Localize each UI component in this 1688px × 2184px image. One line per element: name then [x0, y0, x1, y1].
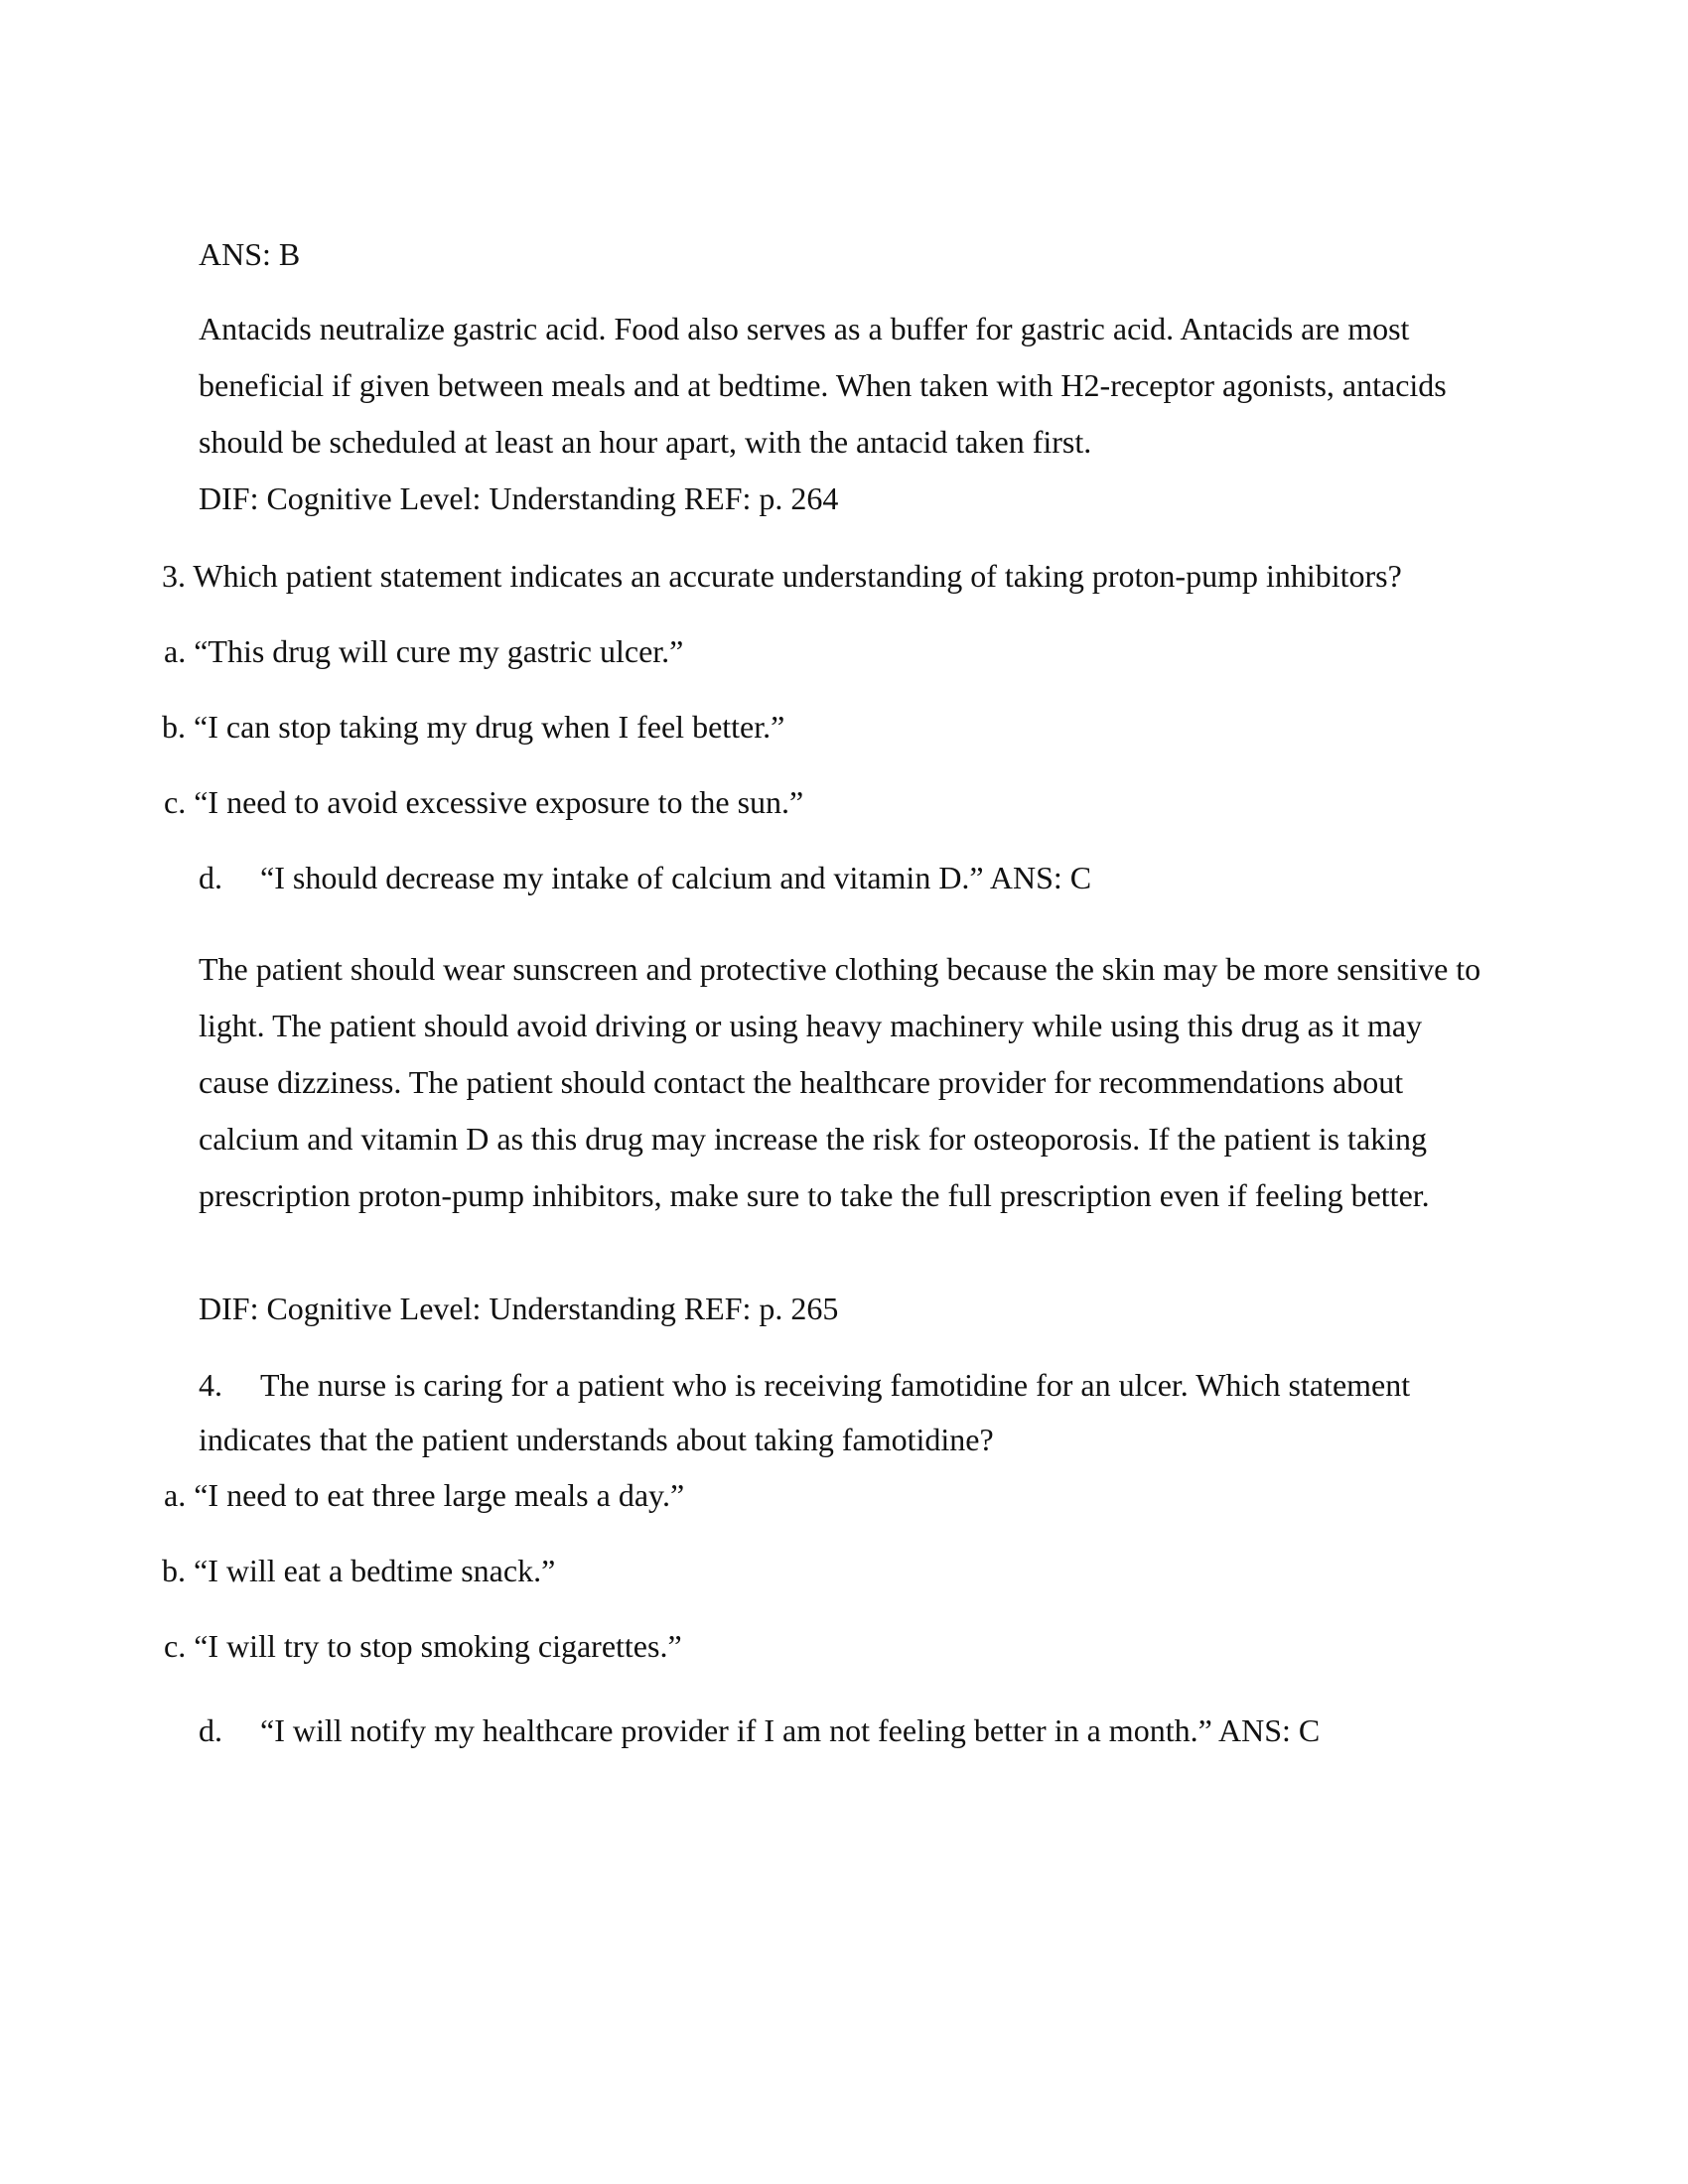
q2-dif-ref: DIF: Cognitive Level: Understanding REF: p. 264 [199, 480, 839, 516]
q2-answer: ANS: B [199, 236, 301, 272]
q3-option-b: b. “I can stop taking my drug when I feel better.” [162, 709, 785, 745]
q4-option-a: a. “I need to eat three large meals a day.” [164, 1477, 685, 1513]
q4-option-d-label: d. [199, 1712, 222, 1748]
q3-dif-ref: DIF: Cognitive Level: Understanding REF: p. 265 [199, 1291, 839, 1326]
q4-option-b: b. “I will eat a bedtime snack.” [162, 1553, 556, 1588]
q3-option-a: a. “This drug will cure my gastric ulcer.” [164, 633, 684, 669]
q3-rationale: The patient should wear sunscreen and protective clothing because the skin may be more sensitive to light. The patient should avoid driving or using heavy machinery while using this drug as it may cause dizziness. The patient should contact the healthcare provider for recommendations about calcium and vitamin D as this drug may increase the risk for osteoporosis. If the patient is taking prescription proton-pump inhibitors, make sure to take the full prescription even if feeling better. [199, 951, 1481, 1213]
q4-stem-line-1: The nurse is caring for a patient who is receiving famotidine for an ulcer. Which statement [260, 1367, 1411, 1403]
q4-number: 4. [199, 1367, 222, 1403]
q2-rationale: Antacids neutralize gastric acid. Food also serves as a buffer for gastric acid. Antacids are most beneficial if given between meals and at bedtime. When taken with H2-receptor agonists, antacids should be scheduled at least an hour apart, with the antacid taken first. [199, 311, 1447, 460]
q3-option-c: c. “I need to avoid excessive exposure to the sun.” [164, 784, 804, 820]
q3-option-d-label: d. [199, 860, 222, 895]
q3-option-d-text: “I should decrease my intake of calcium and vitamin D.” ANS: C [260, 860, 1092, 895]
q4-stem-line-2: indicates that the patient understands about taking famotidine? [199, 1422, 994, 1457]
q3-stem: 3. Which patient statement indicates an accurate understanding of taking proton-pump inhibitors? [162, 558, 1402, 594]
q4-option-c: c. “I will try to stop smoking cigarettes.” [164, 1628, 682, 1664]
q4-option-d-text: “I will notify my healthcare provider if I am not feeling better in a month.” ANS: C [260, 1712, 1321, 1748]
